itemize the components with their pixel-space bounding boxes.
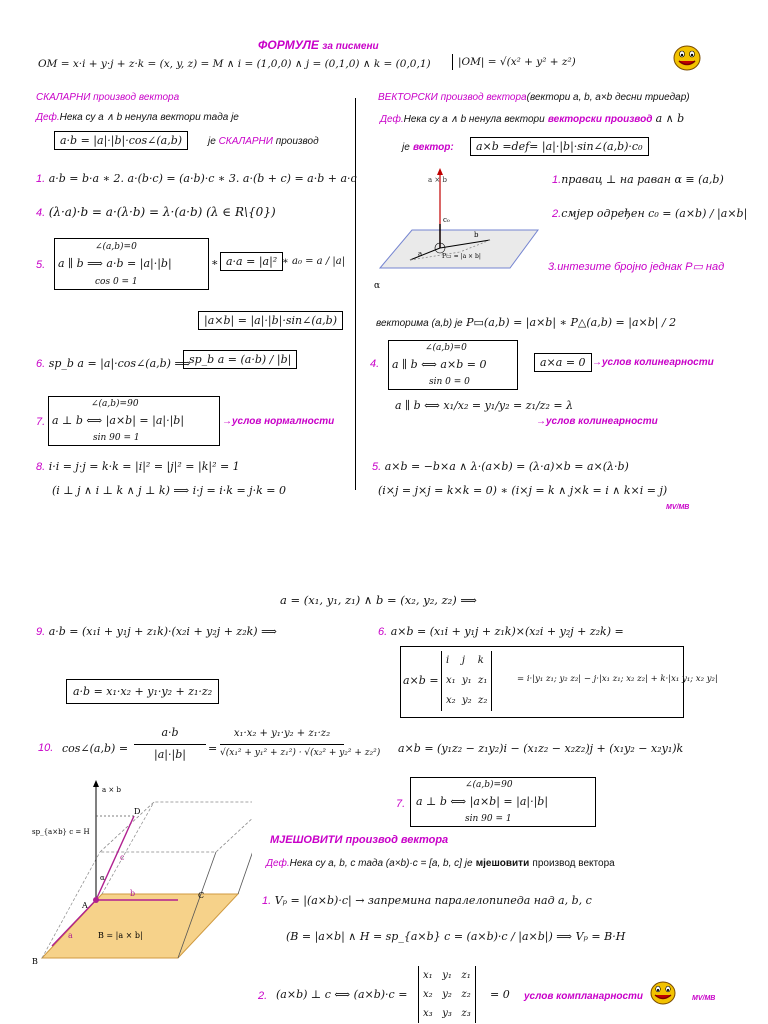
- smiley-icon: [670, 42, 704, 72]
- scalar-prop-5-box: [54, 238, 209, 290]
- scalar-prop-4: 4. (λ·a)·b = a·(λ·b) = λ·(a·b) (λ ∈ R\{0}): [36, 205, 276, 219]
- scalar-prop-6-box: sp_b a = (a·b) / |b|: [183, 350, 297, 369]
- coords-v6: 6. a×b = (x₁i + y₁j + z₁k)×(x₂i + y₂j + z₂k) =: [378, 625, 624, 638]
- scalar-prop-7-cond: →услов нормалности: [222, 416, 335, 427]
- fig1-label-axb: a × b: [428, 176, 447, 184]
- det-row-1: i j k: [446, 655, 484, 666]
- vector-def: Деф.Нека су a ∧ b ненула вектори векторски производ a ∧ b: [380, 112, 685, 125]
- plane-alpha: [380, 230, 538, 268]
- coords-v7-under: sin 90 = 1: [465, 814, 512, 824]
- mixed-2: (a×b) ⊥ c ⟺ (a×b)·c =: [276, 988, 408, 1001]
- scalar-prop-5-over: ∠(a,b)=0: [95, 242, 137, 252]
- coords-10-frac2-den: √(x₁² + y₁² + z₁²) · √(x₂² + y₂² + z₂²): [220, 748, 381, 758]
- coords-v6-result: a×b = (y₁z₂ − z₁y₂)i − (x₁z₂ − x₂z₂)j + (x₁y₂ − x₂y₁)k: [398, 742, 684, 755]
- om-formula: OM = x·i + y·j + z·k = (x, y, z) = M ∧ i = (1,0,0) ∧ j = (0,1,0) ∧ k = (0,0,1): [38, 58, 431, 70]
- vector-prop-5: 5. a×b = −b×a ∧ λ·(a×b) = (λ·a)×b = a×(λ·b): [372, 460, 629, 473]
- scalar-def-suffix: је СКАЛАРНИ производ: [208, 136, 319, 147]
- fig2-label-b: b: [130, 889, 136, 898]
- vector-prop-4-text: a ∥ b ⟺ a×b = 0: [392, 358, 487, 371]
- coords-10-num: 10.: [38, 742, 54, 754]
- mixed-1b: (B = |a×b| ∧ H = sp_{a×b} c = (a×b)·c / |a×b|) ⟹ Vₚ = B·H: [286, 930, 626, 943]
- coords-v6-lhs: a×b =: [403, 674, 439, 687]
- vector-item-3: 3.интезите бројно једнак P▭ над: [548, 261, 725, 273]
- scalar-prop-7-box: [48, 396, 220, 446]
- fig2-label-area: B = |a × b|: [98, 931, 143, 940]
- figure-parallelepiped: [30, 776, 252, 972]
- fig2-label-B: B: [32, 957, 38, 966]
- coords-10-frac1-den: |a|·|b|: [154, 748, 186, 761]
- cross-norm-box: |a×b| = |a|·|b|·sin∠(a,b): [198, 311, 343, 330]
- figure-cross-product-plane: [370, 160, 540, 300]
- coords-v7-box: [410, 777, 596, 827]
- scalar-prop-5-right: a·a = |a|²: [220, 252, 283, 271]
- coords-10-frac2-num: x₁·x₂ + y₁·y₂ + z₁·z₂: [233, 728, 331, 739]
- scalar-prop-5-left: a ∥ b ⟹ a·b = |a|·|b|: [58, 257, 172, 270]
- vector-item-1: 1.правац ⊥ на раван α ≡ (a,b): [552, 173, 724, 186]
- det-row-3: x₃ y₃ z₃: [423, 1008, 471, 1019]
- coords-v6-box: [400, 646, 718, 718]
- coords-v7-num: 7.: [396, 798, 406, 810]
- scalar-prop-8: 8. i·i = j·j = k·k = |i|² = |j|² = |k|² = 1: [36, 460, 240, 473]
- axb-arrowhead: [437, 168, 443, 175]
- scalar-prop-5-unit: ∗ a₀ = a / |a|: [282, 256, 346, 267]
- scalar-prop-7-text: a ⊥ b ⟺ |a×b| = |a|·|b|: [52, 414, 185, 427]
- vector-prop-5-line2: (i×j = j×j = k×k = 0) ∗ (i×j = k ∧ j×k = i ∧ k×i = j): [378, 484, 668, 497]
- fig1-label-area: P▭ = |a × b|: [442, 253, 481, 260]
- mixed-1: 1. Vₚ = |(a×b)·c| → запремина паралелопипеда над a, b, c: [262, 894, 592, 907]
- scalar-def-formula: a·b = |a|·|b|·cos∠(a,b): [54, 131, 188, 150]
- det-row-2: x₁ y₁ z₁: [446, 675, 488, 686]
- vector-prop-4b-cond: →услов колинеарности: [536, 416, 658, 427]
- c-vector: [96, 816, 134, 900]
- scalar-prop-7-under: sin 90 = 1: [93, 433, 140, 443]
- mixed-heading: МЈЕШОВИТИ производ вектора: [270, 834, 449, 846]
- fig2-label-axb: a × b: [102, 786, 121, 794]
- coords-v6-det: [441, 651, 492, 711]
- scalar-prop-5-mid: ∗: [211, 256, 219, 269]
- vector-def-formula: a×b =def= |a|·|b|·sin∠(a,b)·c₀: [470, 137, 649, 156]
- det-row-3: x₂ y₂ z₂: [446, 695, 488, 706]
- fig2-label-c: c: [120, 853, 125, 862]
- scalar-prop-1: 1. a·b = b·a ∗ 2. a·(b·c) = (a·b)·c ∗ 3. a·(b + c) = a·b + a·c: [36, 172, 357, 185]
- scalar-def: Деф.Нека су a ∧ b ненула вектори тада је: [36, 112, 239, 123]
- scalar-prop-7-num: 7.: [36, 416, 46, 428]
- mixed-def: Деф.Нека су a, b, c тада (a×b)·c = [a, b, c] је мјешовити производ вектора: [266, 858, 615, 869]
- page-subtitle: за писмени: [322, 41, 379, 52]
- scalar-prop-7-over: ∠(a,b)=90: [91, 399, 139, 409]
- coords-def: a = (x₁, y₁, z₁) ∧ b = (x₂, y₂, z₂) ⟹: [280, 593, 477, 607]
- fig2-label-D: D: [134, 807, 141, 816]
- page-title: ФОРМУЛЕ за писмени: [258, 38, 379, 52]
- vector-prop-4-box2: a×a = 0: [534, 353, 592, 372]
- vector-def-is: је вектор:: [402, 142, 454, 153]
- fig2-label-A: A: [82, 901, 88, 910]
- fig2-label-sp: sp_{a×b} c = H: [32, 828, 90, 836]
- vector-prop-4-under: sin 0 = 0: [429, 377, 470, 387]
- mixed-2-num: 2.: [258, 990, 268, 1002]
- fig2-label-C: C: [198, 891, 205, 900]
- coords-10-eq: =: [208, 742, 218, 755]
- fig1-label-a: a: [418, 250, 423, 258]
- vector-prop-4b: a ∥ b ⟺ x₁/x₂ = y₁/y₂ = z₁/z₂ = λ: [395, 399, 574, 412]
- scalar-prop-6: 6. sp_b a = |a|·cos∠(a,b) ⟹: [36, 357, 191, 370]
- vector-heading: ВЕКТОРСКИ производ вектора(вектори a, b, a×b десни триедар): [378, 92, 690, 103]
- mixed-2-eq: = 0: [490, 988, 510, 1001]
- top-face: [100, 802, 252, 852]
- coords-10-pre: cos∠(a,b) =: [62, 742, 129, 755]
- om-norm: |OM| = √(x² + y² + z²): [452, 54, 581, 70]
- fig2-label-a: a: [68, 931, 73, 940]
- vector-prop-4-over: ∠(a,b)=0: [425, 343, 467, 353]
- mixed-2-det: [418, 966, 476, 1023]
- edge: [238, 802, 252, 894]
- fig2-label-alpha: α: [100, 874, 105, 882]
- vector-area-line: векторима (a,b) је P▭(a,b) = |a×b| ∗ P△(a,b) = |a×b| / 2: [376, 316, 677, 329]
- scalar-prop-5-num: 5.: [36, 259, 46, 271]
- vector-item-2: 2.смјер одређен c₀ = (a×b) / |a×b|: [552, 207, 748, 220]
- coords-9-box: a·b = x₁·x₂ + y₁·y₂ + z₁·z₂: [66, 679, 219, 704]
- scalar-prop-8-line2: (i ⊥ j ∧ i ⊥ k ∧ j ⊥ k) ⟹ i·j = i·k = j·k = 0: [52, 484, 286, 497]
- column-divider: [355, 98, 356, 490]
- coords-v7-over: ∠(a,b)=90: [465, 780, 513, 790]
- axb-arrowhead: [93, 780, 99, 787]
- fig1-label-alpha: α: [374, 281, 381, 291]
- coords-10-frac1-num: a·b: [161, 726, 179, 739]
- vector-prop-4-num: 4.: [370, 358, 380, 370]
- vector-prop-4-cond: →услов колинеарности: [592, 357, 714, 368]
- smiley-icon-bottom: [646, 978, 680, 1006]
- coords-v6-expand: = i·|y₁ z₁; y₂ z₂| − j·|x₁ z₁; x₂ z₂| + k·|x₁ y₁; x₂ y₂|: [517, 674, 718, 684]
- fig1-label-b: b: [474, 231, 479, 239]
- coords-10-frac1-line: [134, 744, 206, 745]
- origin-A: [93, 897, 99, 903]
- coords-10-frac2-line: [220, 744, 344, 745]
- mixed-2-cond: услов компланарности: [524, 991, 644, 1002]
- vector-prop-4-box: [388, 340, 518, 390]
- det-row-2: x₂ y₂ z₂: [423, 989, 471, 1000]
- coords-9: 9. a·b = (x₁i + y₁j + z₁k)·(x₂i + y₂j + z₂k) ⟹: [36, 625, 277, 638]
- scalar-heading: СКАЛАРНИ производ вектора: [36, 92, 180, 103]
- det-row-1: x₁ y₁ z₁: [423, 970, 471, 981]
- scalar-prop-5-under: cos 0 = 1: [95, 277, 138, 287]
- mixed-signature: MV/MB: [692, 995, 716, 1002]
- fig1-label-c0: c₀: [443, 216, 450, 224]
- vector-signature: MV/MB: [666, 504, 690, 511]
- coords-v7-text: a ⊥ b ⟺ |a×b| = |a|·|b|: [416, 795, 549, 808]
